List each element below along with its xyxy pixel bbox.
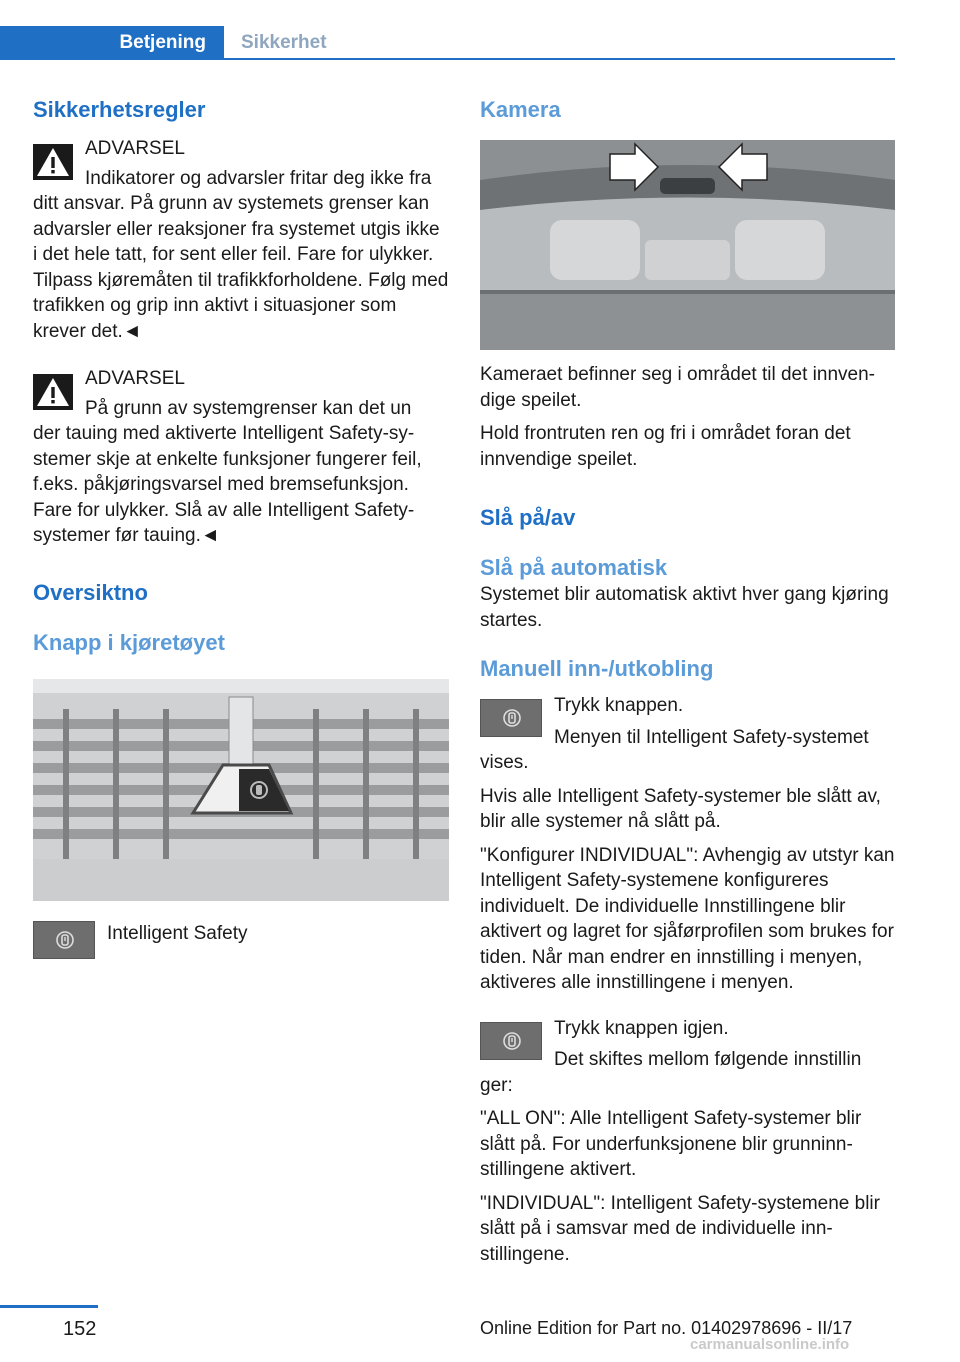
camera-paragraph-1: Kameraet befinner seg i området til det innvendige speilet. — [480, 364, 875, 411]
warning-block-2 — [33, 366, 449, 549]
subsection-title-auto: Slå på automatisk — [480, 555, 668, 580]
footer-rule — [0, 1305, 98, 1308]
press-again-text: Trykk knappen igjen. — [554, 1017, 729, 1039]
warning-label: ADVARSEL — [85, 368, 185, 389]
warning-icon — [33, 144, 73, 180]
intelligent-safety-button-icon — [33, 921, 95, 959]
menu-shown-text-line1: Menyen til Intelligent Safety-systemet — [554, 726, 869, 748]
press-button-text: Trykk knappen. — [554, 695, 684, 716]
warning-text: der tauing med aktiverte Intelligent Safety-systemer skje at enkelte funksjoner fungerer feil, f.eks. påkjøringsvarsel med bremsefunksjon. Fare for ulykker. Slå av alle Intelligent Safety-systemer før tauing.◄ — [33, 423, 422, 546]
menu-shown-text-line2: vises. — [480, 752, 529, 773]
button-caption: Intelligent Safety — [107, 922, 248, 944]
manual-step-2 — [480, 1016, 895, 1099]
camera-paragraph-2: Hold frontruten ren og fri i området foran det innvendige speilet. — [480, 423, 851, 470]
edition-text: Online Edition for Part no. 01402978696 - II/17 — [480, 1318, 853, 1338]
auto-paragraph: Systemet blir automatisk aktivt hver gang kjøring startes. — [480, 584, 889, 631]
left-column — [33, 96, 449, 963]
tab-sikkerhet[interactable]: Sikkerhet — [241, 32, 327, 53]
right-column — [480, 96, 895, 1267]
warning-text-first-line: På grunn av systemgrenser kan det un — [85, 397, 412, 419]
vehicle-button-photo — [33, 679, 449, 901]
page-number: 152 — [63, 1318, 97, 1340]
switch-text-line1: Det skiftes mellom følgende innstillin — [554, 1049, 862, 1070]
configure-paragraph: "Konfigurer INDIVIDUAL": Avhengig av utstyr kan Intelligent Safety-systemene konfigureres individuelt. De individuelle Innstillingene blir aktivert og lagret for sjåførprofilen som brukes for tiden. Når man endrer en innstilling i menyen, aktiveres alle innstillingene i menyen. — [480, 844, 895, 993]
button-legend — [33, 921, 449, 963]
all-on-paragraph: "ALL ON": Alle Intelligent Safety-systemer blir slått på. For underfunksjonene blir grunninnstillingene aktivert. — [480, 1108, 862, 1180]
intelligent-safety-button-icon — [480, 699, 542, 737]
warning-text: ditt ansvar. På grunn av systemets grenser kan advarsler eller reaksjoner fra systemet utgis ikke i det hele tatt, for sent eller feil. Fare for ulykker. Tilpass kjøremåten til trafikkforholdene. Følg med trafikken og grip inn aktivt i situasjoner som krever det.◄ — [33, 193, 449, 342]
chapter-header — [0, 26, 895, 62]
all-off-paragraph: Hvis alle Intelligent Safety-systemer ble slått av, blir alle systemer nå slått på. — [480, 785, 881, 832]
intelligent-safety-button-icon — [480, 1022, 542, 1060]
section-title-on-off: Slå på/av — [480, 505, 576, 530]
warning-label: ADVARSEL — [85, 138, 185, 159]
section-title-camera: Kamera — [480, 97, 561, 122]
camera-location-photo — [480, 140, 895, 350]
section-title-safety-rules: Sikkerhetsregler — [33, 97, 206, 122]
switch-text-line2: ger: — [480, 1074, 513, 1096]
subsection-title-button: Knapp i kjøretøyet — [33, 629, 225, 655]
manual-step-1 — [480, 693, 895, 776]
tab-betjening[interactable]: Betjening — [0, 26, 224, 60]
subsection-title-manual: Manuell inn-/utkobling — [480, 656, 714, 681]
header-rule — [224, 58, 895, 60]
section-title-overview: Oversiktno — [33, 579, 148, 605]
watermark: carmanualsonline.info — [690, 1336, 850, 1353]
warning-icon — [33, 374, 73, 410]
warning-block-1 — [33, 136, 449, 344]
individual-paragraph: "INDIVIDUAL": Intelligent Safety-systemene blir slått på i samsvar med de individuelle innstillingene. — [480, 1192, 880, 1265]
warning-text-first-line: Indikatorer og advarsler fritar deg ikke fra — [85, 167, 432, 189]
